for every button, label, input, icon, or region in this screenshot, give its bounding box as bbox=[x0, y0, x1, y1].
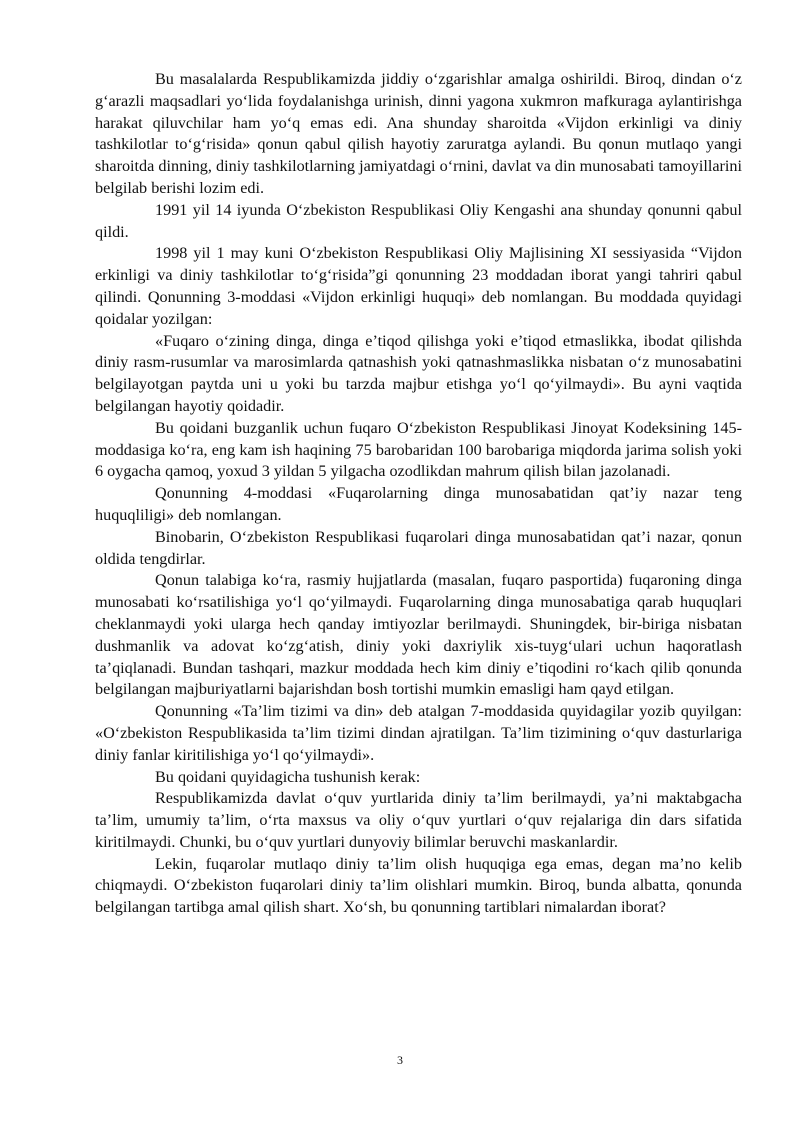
paragraph-8: Qonun talabiga ko‘ra, rasmiy hujjatlarda (masalan, fuqaro pasportida) fuqaroning dinga munosabati ko‘rsatilishiga yo‘l qo‘yilmaydi. Fuqarolarning dinga munosabatiga qarab huquqlari cheklanmaydi yoki ularga hech qanday imtiyozlar berilmaydi. Shuningdek, bir-biriga nisbatan dushmanlik va adovat ko‘zg‘atish, diniy yoki daxriylik xis-tuyg‘ulari uchun haqoratlash ta’qiqlanadi. Bundan tashqari, mazkur moddada hech kim diniy e’tiqodini ro‘kach qilib qonunda belgilangan majburiyatlarni bajarishdan bosh tortishi mumkin emasligi ham qayd etilgan. bbox=[95, 571, 742, 699]
paragraph-1: Bu masalalarda Respublikamizda jiddiy o‘zgarishlar amalga oshirildi. Biroq, dindan o‘z g‘arazli maqsadlari yo‘lida foydalanishga urinish, dinni yagona xukmron mafkuraga aylantirishga harakat qiluvchilar ham yo‘q emas edi. Ana shunday sharoitda «Vijdon erkinligi va diniy tashkilotlar to‘g‘risida» qonun qabul qilish hayotiy zaruratga aylandi. Bu qonun mutlaqo yangi sharoitda dinning, diniy tashkilotlarning jamiyatdagi o‘rnini, davlat va din munosabati tamoyillarini belgilab berishi lozim edi. bbox=[95, 70, 742, 197]
paragraph-12: Lekin, fuqarolar mutlaqo diniy ta’lim olish huquqiga ega emas, degan ma’no kelib chiqmaydi. O‘zbekiston fuqarolari diniy ta’lim olishlari mumkin. Biroq, bunda albatta, qonunda belgilangan tartibga amal qilish shart. Xo‘sh, bu qonunning tartiblari nimalardan iborat? bbox=[95, 854, 742, 917]
paragraph-4: «Fuqaro o‘zining dinga, dinga e’tiqod qilishga yoki e’tiqod etmaslikka, ibodat qilishda diniy rasm-rusumlar va marosimlarda qatnashish yoki qatnashmaslikka nisbatan o‘z munosabatini belgilayotgan paytda uni u yoki bu tarzda majbur etishga yo‘l qo‘yilmaydi». Bu ayni vaqtida belgilangan hayotiy qoidadir. bbox=[95, 331, 742, 415]
paragraph-9: Qonunning «Ta’lim tizimi va din» deb atalgan 7-moddasida quyidagilar yozib quyilgan: «O‘zbekiston Respublikasida ta’lim tizimi dindan ajratilgan. Ta’lim tizimining o‘quv dasturlariga diniy fanlar kiritilishiga yo‘l qo‘yilmaydi». bbox=[95, 702, 742, 764]
paragraph-5: Bu qoidani buzganlik uchun fuqaro O‘zbekiston Respublikasi Jinoyat Kodeksining 145-moddasiga ko‘ra, eng kam ish haqining 75 barobaridan 100 barobariga miqdorda jarima solish yoki 6 oygacha qamoq, yoxud 3 yildan 5 yilgacha ozodlikdan mahrum qilish bilan jazolanadi. bbox=[95, 418, 742, 481]
document-page bbox=[95, 69, 742, 919]
paragraph-11: Respublikamizda davlat o‘quv yurtlarida diniy ta’lim berilmaydi, ya’ni maktabgacha ta’lim, umumiy ta’lim, o‘rta maxsus va oliy o‘quv yurtlari o‘quv rejalariga din dars sifatida kiritilmaydi. Chunki, bu o‘quv yurtlari dunyoviy bilimlar beruvchi maskanlardir. bbox=[95, 789, 742, 851]
page-number: 3 bbox=[397, 1053, 403, 1067]
paragraph-10: Bu qoidani quyidagicha tushunish kerak: bbox=[155, 767, 421, 786]
paragraph-7: Binobarin, O‘zbekiston Respublikasi fuqarolari dinga munosabatidan qat’i nazar, qonun oldida tengdirlar. bbox=[95, 527, 742, 568]
paragraph-2: 1991 yil 14 iyunda O‘zbekiston Respublikasi Oliy Kengashi ana shunday qonunni qabul qildi. bbox=[95, 200, 742, 241]
paragraph-3: 1998 yil 1 may kuni O‘zbekiston Respublikasi Oliy Majlisining XI sessiyasida “Vijdon erkinligi va diniy tashkilotlar to‘g‘risida”gi qonunning 23 moddadan iborat yangi tahriri qabul qilindi. Qonunning 3-moddasi «Vijdon erkinligi huquqi» deb nomlangan. Bu moddada quyidagi qoidalar yozilgan: bbox=[95, 244, 742, 328]
paragraph-6: Qonunning 4-moddasi «Fuqarolarning dinga munosabatidan qat’iy nazar teng huquqliligi» deb nomlangan. bbox=[95, 484, 742, 524]
